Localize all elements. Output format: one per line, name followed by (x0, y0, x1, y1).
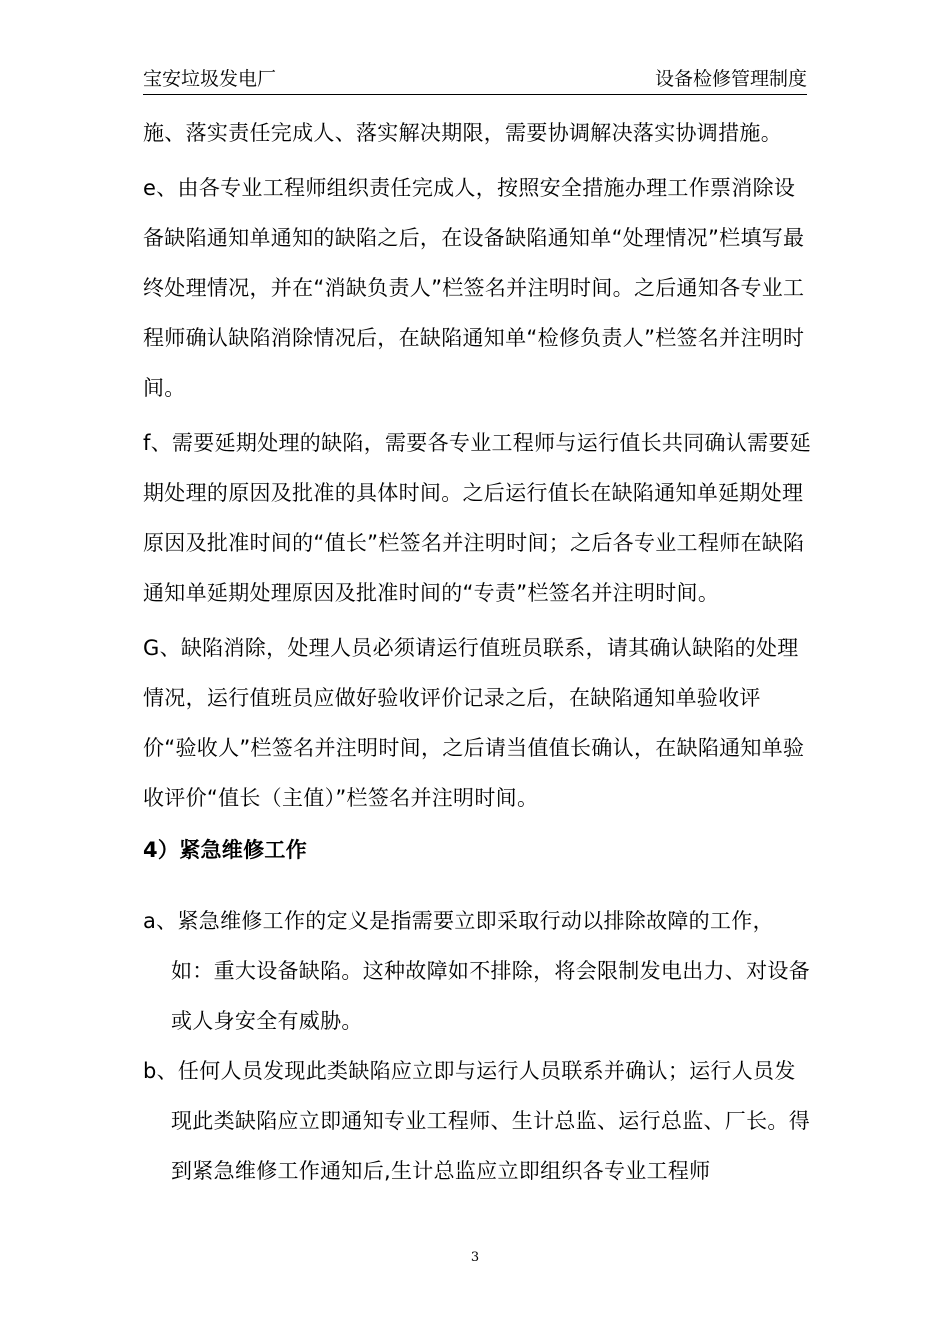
paragraph-continuation: 施、落实责任完成人、落实解决期限，需要协调解决落实协调措施。 (143, 121, 782, 145)
list-item-a: a、紧急维修工作的定义是指需要立即采取行动以排除故障的工作，如：重大设备缺陷。这种故障如不排除，将会限制发电出力、对设备或人身安全有威胁。 (143, 909, 810, 1033)
page-header (143, 60, 807, 95)
header-document-title: 设备检修管理制度 (654, 68, 807, 90)
paragraph-e: e、由各专业工程师组织责任完成人，按照安全措施办理工作票消除设备缺陷通知单通知的缺陷之后，在设备缺陷通知单“处理情况”栏填写最终处理情况，并在“消缺负责人”栏签名并注明时间。之后通知各专业工程师确认缺陷消除情况后，在缺陷通知单“检修负责人”栏签名并注明时间。 (143, 176, 805, 400)
paragraph-g: G、缺陷消除，处理人员必须请运行值班员联系，请其确认缺陷的处理情况，运行值班员应做好验收评价记录之后，在缺陷通知单验收评价“验收人”栏签名并注明时间，之后请当值值长确认，在缺陷通知单验收评价“值长（主值）”栏签名并注明时间。 (143, 636, 805, 810)
header-company: 宝安垃圾发电厂 (143, 68, 277, 90)
section-heading-emergency-repair: 4）紧急维修工作 (143, 838, 308, 862)
page-number: 3 (470, 1250, 480, 1265)
paragraph-f: f、需要延期处理的缺陷，需要各专业工程师与运行值长共同确认需要延期处理的原因及批准的具体时间。之后运行值长在缺陷通知单延期处理原因及批准时间的“值长”栏签名并注明时间；之后各专业工程师在缺陷通知单延期处理原因及批准时间的“专责”栏签名并注明时间。 (143, 431, 811, 605)
list-item-b: b、任何人员发现此类缺陷应立即与运行人员联系并确认；运行人员发现此类缺陷应立即通知专业工程师、生计总监、运行总监、厂长。得到紧急维修工作通知后,生计总监应立即组织各专业工程师 (143, 1059, 810, 1183)
document-body (143, 108, 811, 1196)
